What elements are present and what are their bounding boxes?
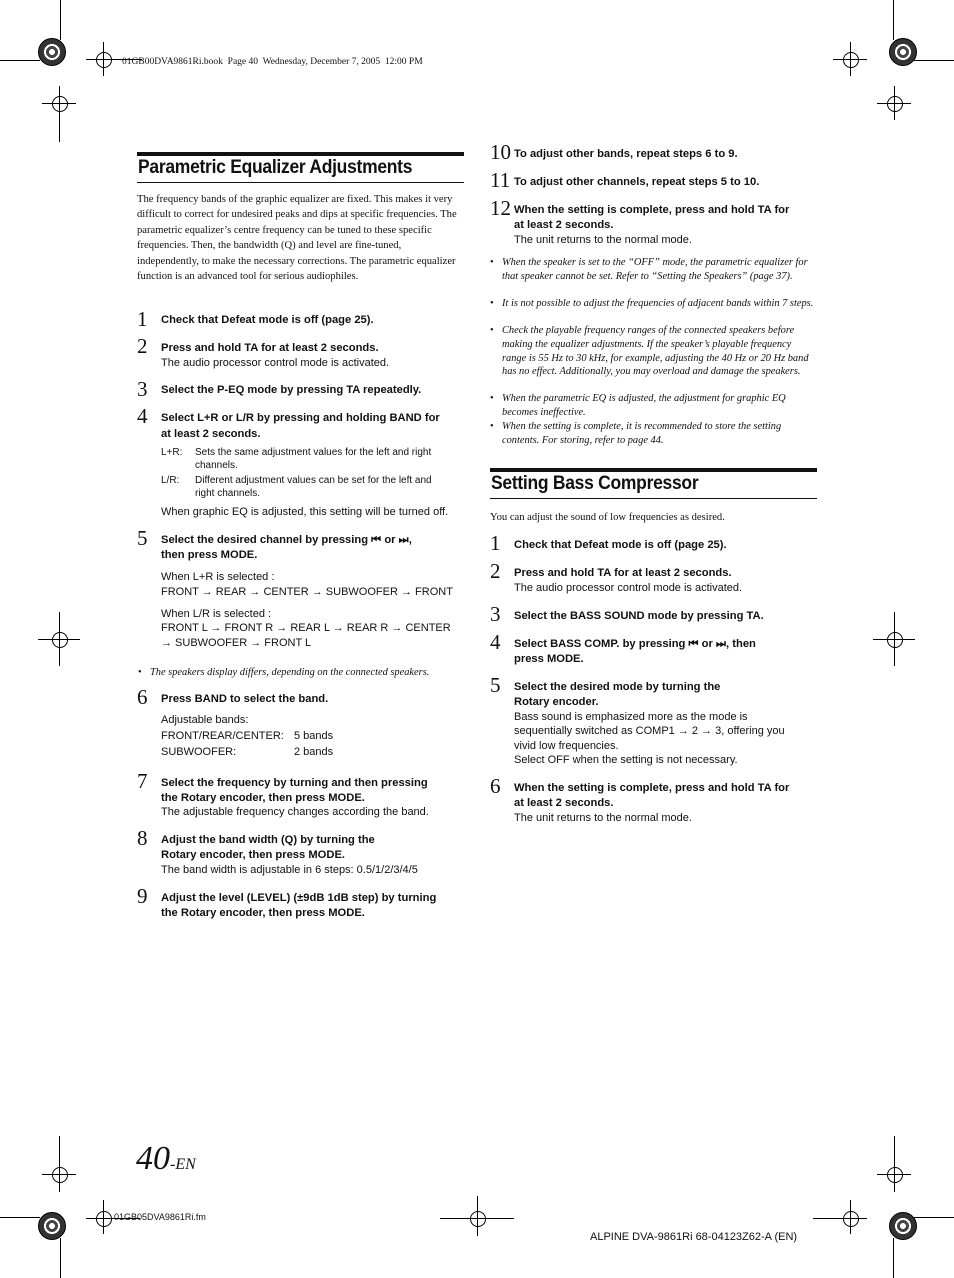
selection-label: When L/R is selected : xyxy=(161,608,272,620)
bullet-text: Check the playable frequency ranges of the connected speakers before making the equalizer adjustments. If the speaker’s playable frequency range is 55 Hz to 30 kHz, for example, adjusting the 40 Hz or 20 Hz band has no effect. Additionally, you may overload and damage the speakers. xyxy=(502,325,809,378)
band-value: 5 bands xyxy=(294,730,334,742)
step-text: Select the desired channel by pressing ⏮ or ⏭, xyxy=(161,534,412,546)
crop-mark xyxy=(893,1238,894,1278)
crop-mark xyxy=(59,120,60,142)
channel-sequence: FRONT → REAR → CENTER → SUBWOOFER → FRONT xyxy=(161,586,453,598)
bullet-text: When the parametric EQ is adjusted, the adjustment for graphic EQ becomes ineffective. xyxy=(502,393,786,418)
step-note: The audio processor control mode is activated. xyxy=(161,357,390,369)
crop-mark xyxy=(877,103,911,104)
option-key: L+R: xyxy=(161,447,183,458)
step-number: 4 xyxy=(490,630,501,654)
step-text: the Rotary encoder, then press MODE. xyxy=(161,792,365,804)
section-title: Parametric Equalizer Adjustments xyxy=(138,157,413,178)
step-number: 7 xyxy=(137,769,148,793)
step-note: The unit returns to the normal mode. xyxy=(514,234,692,246)
crop-mark xyxy=(440,1218,514,1219)
step-text: then press MODE. xyxy=(161,549,258,561)
bullet-text: When the speaker is set to the “OFF” mode, the parametric equalizer for that speaker cannot be set. Refer to “Setting the Speakers” (page 37). xyxy=(502,257,808,282)
crosshair-icon xyxy=(843,52,859,68)
step-text: at least 2 seconds. xyxy=(514,797,614,809)
crop-mark xyxy=(86,59,120,60)
crop-mark xyxy=(0,1217,40,1218)
bullet-note: • When the speaker is set to the “OFF” mode, the parametric equalizer for that speaker cannot be set. Refer to “Setting the Speakers” (page 37). xyxy=(490,257,808,282)
page-number-digits: 40 xyxy=(136,1140,170,1177)
section-rule xyxy=(490,498,817,499)
crosshair-icon xyxy=(843,1211,859,1227)
step-number: 5 xyxy=(137,526,148,550)
crop-mark xyxy=(894,1136,895,1192)
step-text: at least 2 seconds. xyxy=(161,428,261,440)
step-note: Bass sound is emphasized more as the mode is xyxy=(514,711,748,723)
step-number: 9 xyxy=(137,884,148,908)
bullet-note: • When the parametric EQ is adjusted, the adjustment for graphic EQ becomes ineffective. xyxy=(490,393,786,418)
step-text: Adjust the band width (Q) by turning the xyxy=(161,834,375,846)
crop-mark xyxy=(103,1200,104,1234)
crosshair-icon xyxy=(887,1167,903,1183)
bullet-note: • When the setting is complete, it is recommended to store the setting contents. For storing, refer to page 44. xyxy=(490,421,782,446)
step-note: When graphic EQ is adjusted, this setting will be turned off. xyxy=(161,506,449,518)
bullet-text: It is not possible to adjust the frequencies of adjacent bands within 7 steps. xyxy=(502,298,814,309)
step-note: sequentially switched as COMP1 → 2 → 3, offering you xyxy=(514,725,785,737)
step-note: The band width is adjustable in 6 steps: 0.5/1/2/3/4/5 xyxy=(161,864,418,876)
file-info-header: 01GB00DVA9861Ri.book Page 40 Wednesday, December 7, 2005 12:00 PM xyxy=(122,57,423,67)
step-number: 6 xyxy=(137,685,148,709)
option-key: L/R: xyxy=(161,475,180,486)
bullet-text: The speakers display differs, depending on the connected speakers. xyxy=(150,667,430,678)
option-desc: Sets the same adjustment values for the left and right xyxy=(195,447,432,458)
crop-mark xyxy=(813,1218,867,1219)
step-text: the Rotary encoder, then press MODE. xyxy=(161,907,365,919)
bullet-note: • It is not possible to adjust the frequencies of adjacent bands within 7 steps. xyxy=(490,298,814,309)
step-text: Check that Defeat mode is off (page 25). xyxy=(514,539,727,551)
section-title: Setting Bass Compressor xyxy=(491,473,699,494)
step-text: Select the P-EQ mode by pressing TA repeatedly. xyxy=(161,384,422,396)
crop-mark xyxy=(59,1136,60,1192)
step-text: When the setting is complete, press and hold TA for xyxy=(514,204,790,216)
step-number: 3 xyxy=(490,602,501,626)
step-text: To adjust other bands, repeat steps 6 to 9. xyxy=(514,148,738,160)
band-name: SUBWOOFER: xyxy=(161,746,237,758)
crop-mark xyxy=(42,103,76,104)
page-number xyxy=(136,1140,196,1178)
crosshair-icon xyxy=(52,96,68,112)
band-value: 2 bands xyxy=(294,746,334,758)
step-number: 11 xyxy=(490,168,511,192)
intro-paragraph: The frequency bands of the graphic equalizer are fixed. This makes it very difficult to correct for undesired peaks and dips at specific frequencies. The parametric equalizer’s centre frequency can be tuned to these specific frequencies. Then, the bandwidth (Q) and level are fine-tuned, independently, to make the necessary corrections. The parametric equalizer function is an advanced tool for serious audiophiles. xyxy=(137,194,457,283)
step-number: 6 xyxy=(490,774,501,798)
step-number: 5 xyxy=(490,673,501,697)
step-number: 10 xyxy=(490,140,511,164)
crop-mark xyxy=(38,639,80,640)
step-number: 1 xyxy=(137,307,148,331)
crop-mark xyxy=(42,1174,76,1175)
step-note: The unit returns to the normal mode. xyxy=(514,812,692,824)
step-number: 1 xyxy=(490,531,501,555)
crop-mark xyxy=(833,59,867,60)
step-text: Check that Defeat mode is off (page 25). xyxy=(161,314,374,326)
step-number: 4 xyxy=(137,404,148,428)
step-note: vivid low frequencies. xyxy=(514,740,619,752)
crop-mark xyxy=(914,60,954,61)
section-rule xyxy=(137,182,464,183)
crop-mark xyxy=(893,0,894,40)
bullet-note: • The speakers display differs, depending on the connected speakers. xyxy=(138,667,430,678)
step-text: When the setting is complete, press and hold TA for xyxy=(514,782,790,794)
bands-label: Adjustable bands: xyxy=(161,714,249,726)
step-number: 12 xyxy=(490,196,511,220)
step-note: Select OFF when the setting is not necessary. xyxy=(514,754,738,766)
channel-sequence: FRONT L → FRONT R → REAR L → REAR R → CENTER xyxy=(161,622,451,634)
step-text: at least 2 seconds. xyxy=(514,219,614,231)
registration-target-icon xyxy=(889,38,917,66)
crop-mark xyxy=(60,1238,61,1278)
step-text: Adjust the level (LEVEL) (±9dB 1dB step) by turning xyxy=(161,892,437,904)
step-note: The audio processor control mode is activated. xyxy=(514,582,743,594)
step-text: Rotary encoder, then press MODE. xyxy=(161,849,346,861)
crosshair-icon xyxy=(96,52,112,68)
step-text: Select the frequency by turning and then pressing xyxy=(161,777,428,789)
step-text: Select L+R or L/R by pressing and holding BAND for xyxy=(161,412,440,424)
registration-target-icon xyxy=(889,1212,917,1240)
step-text: Select the BASS SOUND mode by pressing TA. xyxy=(514,610,764,622)
page-number-suffix: -EN xyxy=(170,1156,196,1173)
footer-model: ALPINE DVA-9861Ri 68-04123Z62-A (EN) xyxy=(590,1231,798,1243)
crop-mark xyxy=(477,1196,478,1236)
option-desc: right channels. xyxy=(195,488,261,499)
crosshair-icon xyxy=(52,632,68,648)
crop-mark xyxy=(914,1217,954,1218)
band-name: FRONT/REAR/CENTER: xyxy=(161,730,284,742)
step-text: press MODE. xyxy=(514,653,584,665)
crop-mark xyxy=(0,60,40,61)
intro-paragraph: You can adjust the sound of low frequencies as desired. xyxy=(490,512,725,523)
step-note: The adjustable frequency changes according the band. xyxy=(161,806,429,818)
bullet-note: • Check the playable frequency ranges of the connected speakers before making the equalizer adjustments. If the speaker’s playable frequency range is 55 Hz to 30 kHz, for example, adjusting the 40 Hz or 20 Hz band has no effect. Additionally, you may overload and damage the speakers. xyxy=(490,325,809,378)
step-text: Press and hold TA for at least 2 seconds. xyxy=(514,567,732,579)
channel-sequence: → SUBWOOFER → FRONT L xyxy=(161,637,312,649)
crop-mark xyxy=(877,1174,911,1175)
crosshair-icon xyxy=(887,632,903,648)
footer-file-name: 01GB05DVA9861Ri.fm xyxy=(114,1212,206,1222)
section-rule xyxy=(490,468,817,472)
registration-target-icon xyxy=(38,1212,66,1240)
crop-mark xyxy=(60,0,61,40)
section-rule xyxy=(137,152,464,156)
step-text: Select the desired mode by turning the xyxy=(514,681,721,693)
step-text: Rotary encoder. xyxy=(514,696,599,708)
registration-target-icon xyxy=(38,38,66,66)
step-text: Select BASS COMP. by pressing ⏮ or ⏭, then xyxy=(514,638,756,650)
step-text: Press and hold TA for at least 2 seconds. xyxy=(161,342,379,354)
crop-mark xyxy=(850,1200,851,1234)
option-desc: channels. xyxy=(195,460,238,471)
crop-mark xyxy=(873,639,915,640)
step-number: 8 xyxy=(137,826,148,850)
step-number: 2 xyxy=(490,559,501,583)
step-text: Press BAND to select the band. xyxy=(161,693,329,705)
crosshair-icon xyxy=(52,1167,68,1183)
step-number: 3 xyxy=(137,377,148,401)
crosshair-icon xyxy=(887,96,903,112)
step-text: To adjust other channels, repeat steps 5 to 10. xyxy=(514,176,760,188)
option-desc: Different adjustment values can be set for the left and xyxy=(195,475,432,486)
step-number: 2 xyxy=(137,334,148,358)
crosshair-icon xyxy=(96,1211,112,1227)
crosshair-icon xyxy=(470,1211,486,1227)
selection-label: When L+R is selected : xyxy=(161,571,275,583)
bullet-text: When the setting is complete, it is recommended to store the setting contents. For storing, refer to page 44. xyxy=(502,421,782,446)
